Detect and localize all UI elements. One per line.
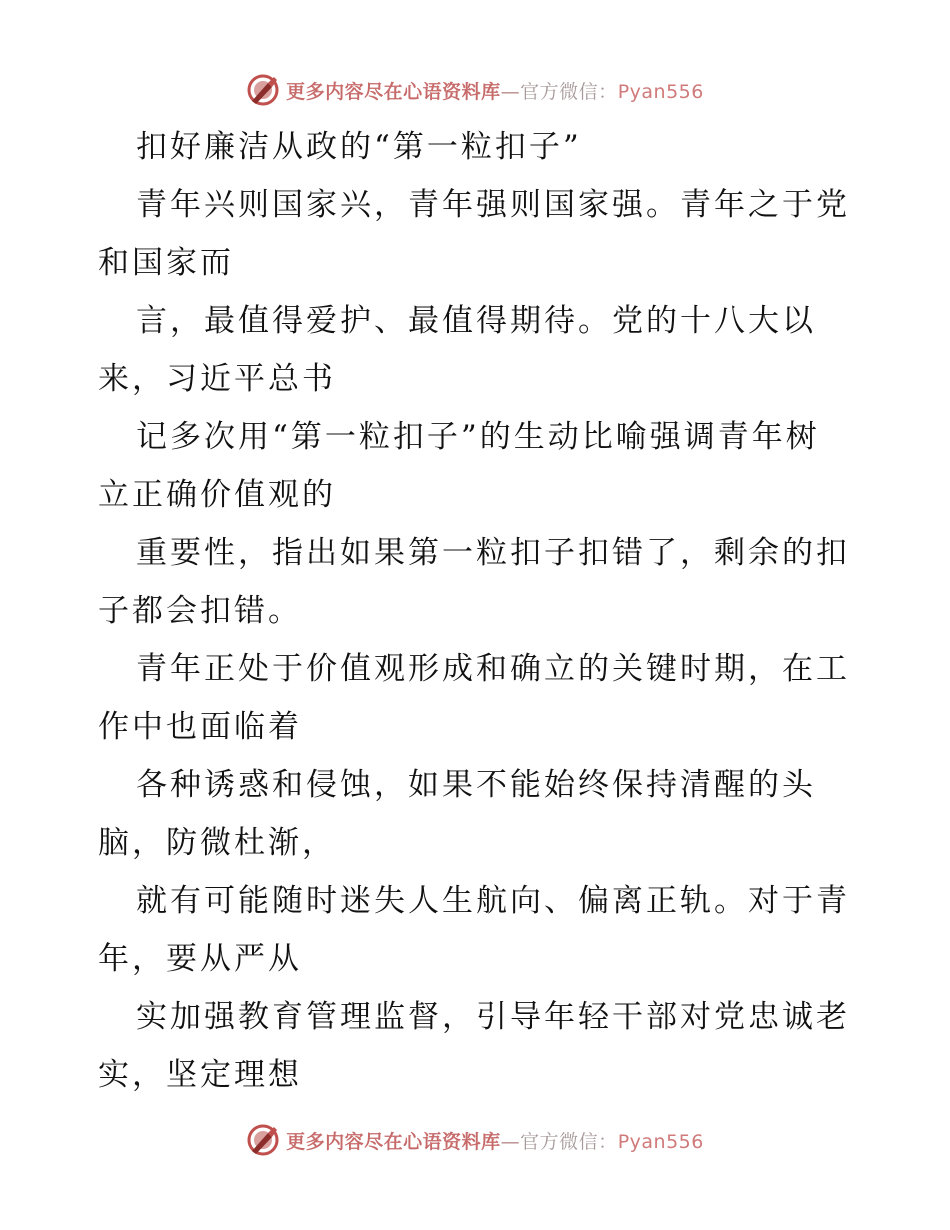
paragraph-line: 各种诱惑和侵蚀，如果不能始终保持清醒的头	[136, 767, 816, 803]
paragraph-line: 年，要从严从	[98, 941, 302, 977]
document-body	[98, 118, 858, 1104]
watermark-banner-top	[0, 70, 950, 110]
paragraph-line: 子都会扣错。	[98, 593, 302, 629]
paragraph-line: 就有可能随时迷失人生航向、偏离正轨。对于青	[136, 883, 850, 919]
paragraph-line: 实加强教育管理监督，引导年轻干部对党忠诚老	[136, 999, 850, 1035]
watermark-wechat-id: Pyan556	[617, 80, 704, 103]
watermark-brand: 更多内容尽在心语资料库	[286, 80, 501, 103]
paragraph-line: 青年兴则国家兴，青年强则国家强。青年之于党	[136, 187, 850, 223]
watermark-text	[286, 77, 704, 104]
paragraph-line: 立正确价值观的	[98, 477, 336, 513]
document-title: 扣好廉洁从政的“第一粒扣子”	[136, 129, 582, 165]
watermark-wechat-id: Pyan556	[617, 1130, 704, 1153]
pen-seal-icon	[246, 73, 280, 107]
pen-seal-icon	[246, 1123, 280, 1157]
paragraph-line: 青年正处于价值观形成和确立的关键时期，在工	[136, 651, 850, 687]
paragraph-line: 作中也面临着	[98, 709, 302, 745]
watermark-brand: 更多内容尽在心语资料库	[286, 1130, 501, 1153]
paragraph-line: 和国家而	[98, 245, 234, 281]
paragraph-line: 言，最值得爱护、最值得期待。党的十八大以	[136, 303, 816, 339]
watermark-separator: —	[500, 1130, 521, 1153]
watermark-label: 官方微信：	[520, 80, 618, 103]
paragraph-line: 脑，防微杜渐，	[98, 825, 336, 861]
watermark-text	[286, 1127, 704, 1154]
watermark-separator: —	[500, 80, 521, 103]
paragraph-line: 实，坚定理想	[98, 1057, 302, 1093]
paragraph-line: 记多次用“第一粒扣子”的生动比喻强调青年树	[136, 419, 820, 455]
paragraph-line: 来，习近平总书	[98, 361, 336, 397]
watermark-banner-bottom	[0, 1120, 950, 1160]
watermark-label: 官方微信：	[520, 1130, 618, 1153]
paragraph-line: 重要性，指出如果第一粒扣子扣错了，剩余的扣	[136, 535, 850, 571]
